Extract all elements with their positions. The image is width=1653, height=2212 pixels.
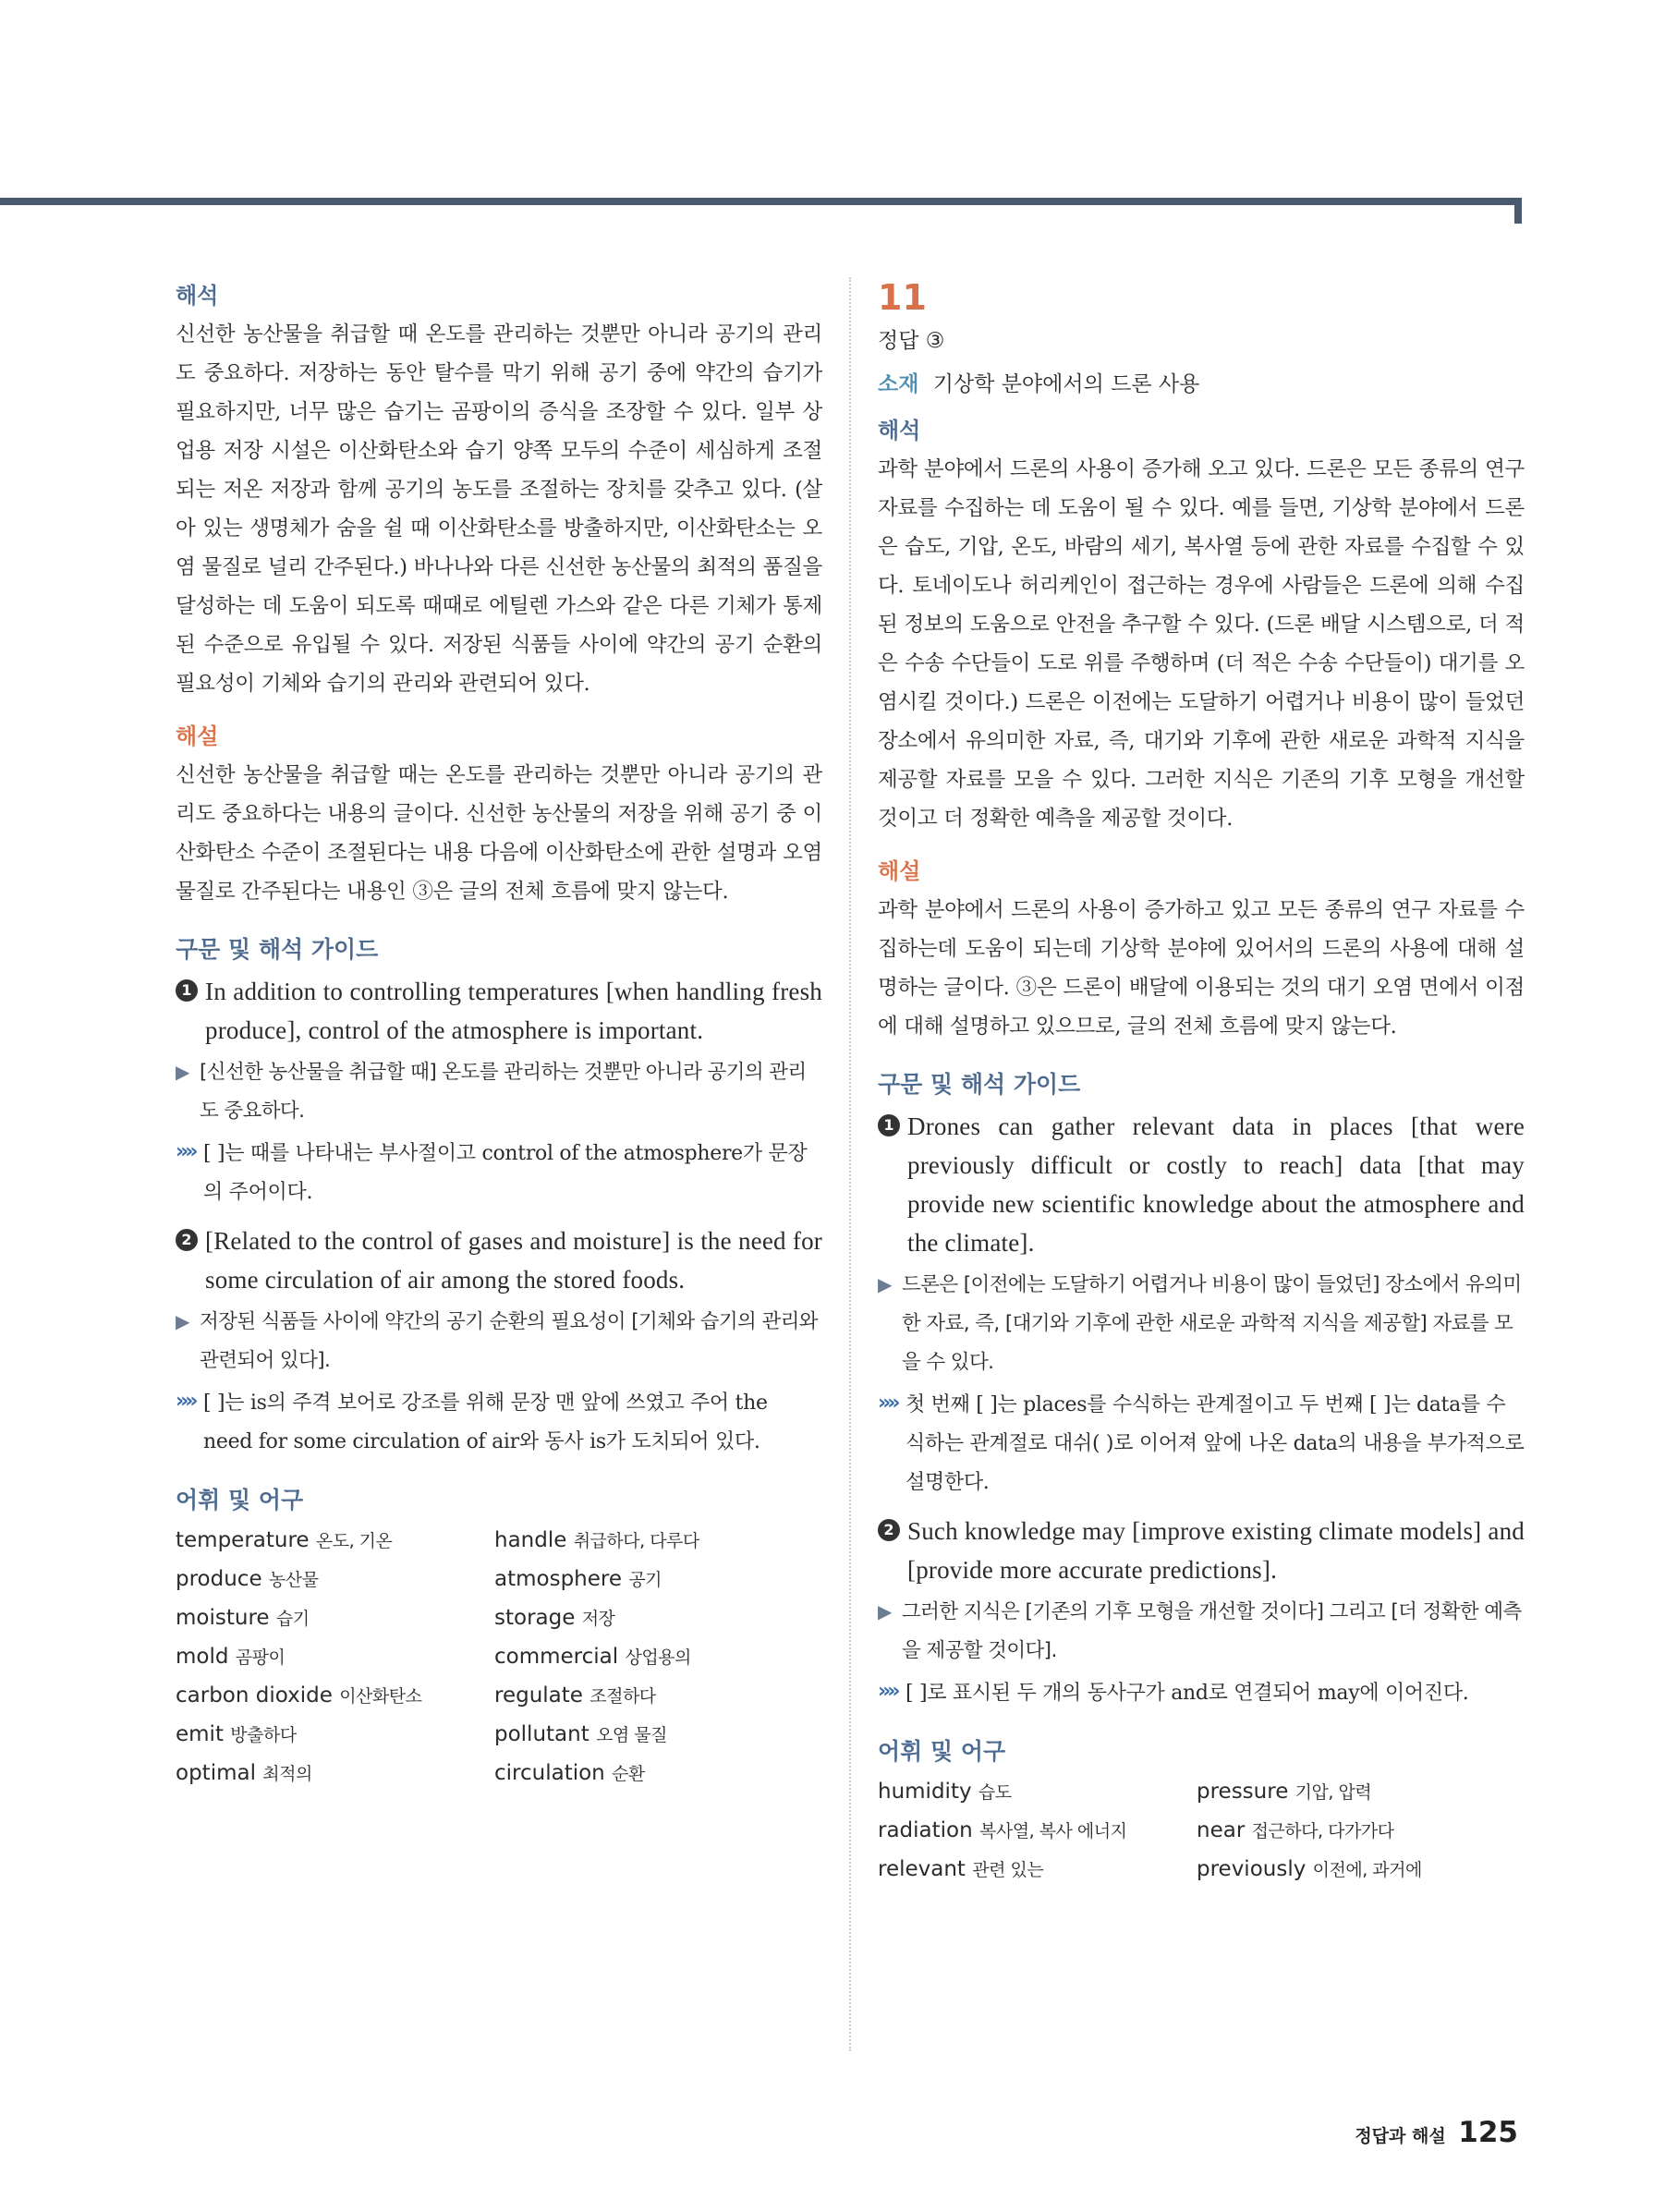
sentence-number-icon: 2 <box>176 1229 198 1251</box>
sentence-1-note <box>176 1135 822 1212</box>
translation-text: [신선한 농산물을 취급할 때] 온도를 관리하는 것뿐만 아니라 공기의 관리도 중요하다. <box>200 1061 807 1123</box>
triangle-right-icon: ▶ <box>878 1600 893 1623</box>
sentence-1 <box>176 972 822 1050</box>
double-chevron-icon: »» <box>176 1390 195 1413</box>
double-chevron-icon: »» <box>878 1680 897 1703</box>
topic-text: 기상학 분야에서의 드론 사용 <box>932 372 1200 396</box>
vocab-item: optimal 최적의 <box>176 1761 312 1785</box>
vocab-item: near 접근하다, 다가가다 <box>1197 1818 1394 1842</box>
vocab-list <box>176 1523 822 1793</box>
vocab-item: mold 곰팡이 <box>176 1645 286 1669</box>
translation-text: 저장된 식품들 사이에 약간의 공기 순환의 필요성이 [기체와 습기의 관리와 관련되어 있다]. <box>200 1310 818 1372</box>
interpret-text: 신선한 농산물을 취급할 때 온도를 관리하는 것뿐만 아니라 공기의 관리도 중요하다. 저장하는 동안 탈수를 막기 위해 공기 중에 약간의 습기가 필요하지만, 너무 많은 습기는 곰팡이의 증식을 조장할 수 있다. 일부 상업용 저장 시설은 이산화탄소와 습기 양쪽 모두의 수준이 세심하게 조절되는 저온 저장과 함께 공기의 농도를 조절하는 장치를 갖추고 있다. (살아 있는 생명체가 숨을 쉴 때 이산화탄소를 방출하지만, 이산화탄소는 오염 물질로 널리 간주된다.) 바나나와 다른 신선한 농산물의 최적의 품질을 달성하는 데 도움이 되도록 때때로 에틸렌 가스와 같은 다른 기체가 통제된 수준으로 유입될 수 있다. 저장된 식품들 사이에 약간의 공기 순환의 필요성이 기체와 습기의 관리와 관련되어 있다. <box>176 322 822 696</box>
sentence-1-translation <box>176 1053 822 1131</box>
guide-heading: 구문 및 해석 가이드 <box>878 1071 1081 1098</box>
note-text: [ ]는 is의 주격 보어로 강조를 위해 문장 맨 앞에 쓰였고 주어 the need for some circulation of air와 동사 is가 도치되어 있다. <box>203 1392 768 1453</box>
top-rule-tick <box>1514 198 1522 224</box>
sentence-1 <box>878 1107 1525 1262</box>
vocab-heading: 어휘 및 어구 <box>176 1487 304 1513</box>
sentence-number-icon: 2 <box>878 1519 900 1541</box>
sentence-number-icon: 1 <box>176 979 198 1002</box>
sentence-2 <box>176 1221 822 1299</box>
sentence-english: [Related to the control of gases and moisture] is the need for some circulation of air among the stored foods. <box>205 1227 822 1294</box>
vocab-item: atmosphere 공기 <box>494 1567 662 1591</box>
sentence-2-translation <box>878 1593 1525 1671</box>
right-column <box>878 277 1525 1889</box>
vocab-item: humidity 습도 <box>878 1780 1012 1804</box>
vocab-item: storage 저장 <box>494 1606 615 1630</box>
interpret-text: 과학 분야에서 드론의 사용이 증가해 오고 있다. 드론은 모든 종류의 연구 자료를 수집하는 데 도움이 될 수 있다. 예를 들면, 기상학 분야에서 드론은 습도, 기압, 온도, 바람의 세기, 복사열 등에 관한 자료를 수집할 수 있다. 토네이도나 허리케인이 접근하는 경우에 사람들은 드론에 의해 수집된 정보의 도움으로 안전을 추구할 수 있다. (드론 배달 시스템으로, 더 적은 수송 수단들이 도로 위를 주행하며 (더 적은 수송 수단들이) 대기를 오염시킬 것이다.) 드론은 이전에는 도달하기 어렵거나 비용이 많이 들었던 장소에서 유의미한 자료, 즉, 대기와 기후에 관한 새로운 과학적 지식을 제공할 자료를 모을 수 있다. 그러한 지식은 기존의 기후 모형을 개선할 것이고 더 정확한 예측을 제공할 것이다. <box>878 457 1525 831</box>
vocab-item: previously 이전에, 과거에 <box>1197 1857 1422 1881</box>
page-footer <box>1355 2116 1518 2149</box>
sentence-english: Such knowledge may [improve existing climate models] and [provide more accurate predictions]. <box>907 1517 1525 1584</box>
footer-label: 정답과 해설 <box>1355 2126 1446 2146</box>
topic-row <box>878 367 1525 397</box>
double-chevron-icon: »» <box>878 1392 897 1415</box>
vocab-item: moisture 습기 <box>176 1606 310 1630</box>
vocab-item: handle 취급하다, 다루다 <box>494 1528 699 1552</box>
interpret-heading: 해석 <box>176 283 219 309</box>
column-divider <box>849 277 851 2051</box>
vocab-item: regulate 조절하다 <box>494 1683 656 1708</box>
vocab-item: circulation 순환 <box>494 1761 645 1785</box>
vocab-list <box>878 1774 1525 1889</box>
interpret-heading: 해석 <box>878 418 921 444</box>
guide-heading: 구문 및 해석 가이드 <box>176 936 379 963</box>
explain-heading: 해설 <box>878 858 921 884</box>
translation-text: 그러한 지식은 [기존의 기후 모형을 개선할 것이다] 그리고 [더 정확한 예측을 제공할 것이다]. <box>902 1600 1522 1662</box>
note-text: 첫 번째 [ ]는 places를 수식하는 관계절이고 두 번째 [ ]는 data를 수식하는 관계절로 대쉬( )로 이어져 앞에 나온 data의 내용을 부가적으로 설명한다. <box>906 1393 1525 1494</box>
vocab-heading: 어휘 및 어구 <box>878 1738 1006 1765</box>
triangle-right-icon: ▶ <box>176 1310 190 1332</box>
explain-text: 과학 분야에서 드론의 사용이 증가하고 있고 모든 종류의 연구 자료를 수집하는데 도움이 되는데 기상학 분야에 있어서의 드론의 사용에 대해 설명하는 글이다. ③은 드론이 배달에 이용되는 것의 대기 오염 면에서 이점에 대해 설명하고 있으므로, 글의 전체 흐름에 맞지 않는다. <box>878 898 1525 1039</box>
sentence-english: In addition to controlling temperatures [when handling fresh produce], control of the atmosphere is important. <box>205 978 822 1044</box>
sentence-1-translation <box>878 1266 1525 1382</box>
vocab-item: pressure 기압, 압력 <box>1197 1780 1372 1804</box>
question-number: 11 <box>878 277 927 318</box>
sentence-1-note <box>878 1386 1525 1502</box>
sentence-2-note <box>878 1674 1525 1713</box>
vocab-item: commercial 상업용의 <box>494 1645 691 1669</box>
answer-line: 정답 ③ <box>878 329 945 353</box>
vocab-item: pollutant 오염 물질 <box>494 1722 668 1746</box>
note-text: [ ]는 때를 나타내는 부사절이고 control of the atmosphere가 문장의 주어이다. <box>203 1142 808 1204</box>
topic-label: 소재 <box>878 372 919 396</box>
page-number: 125 <box>1458 2116 1518 2149</box>
triangle-right-icon: ▶ <box>878 1273 893 1295</box>
note-text: [ ]로 표시된 두 개의 동사구가 and로 연결되어 may에 이어진다. <box>906 1682 1469 1705</box>
top-rule <box>0 198 1522 205</box>
vocab-item: radiation 복사열, 복사 에너지 <box>878 1818 1127 1842</box>
sentence-english: Drones can gather relevant data in places [that were previously difficult or costly to reach] data [that may provide new scientific knowledge about the atmosphere and the climate]. <box>907 1112 1525 1257</box>
translation-text: 드론은 [이전에는 도달하기 어렵거나 비용이 많이 들었던] 장소에서 유의미한 자료, 즉, [대기와 기후에 관한 새로운 과학적 지식을 제공할] 자료를 모을 수 있다. <box>902 1273 1522 1374</box>
vocab-item: carbon dioxide 이산화탄소 <box>176 1683 422 1708</box>
vocab-item: relevant 관련 있는 <box>878 1857 1044 1881</box>
left-column <box>176 277 822 1793</box>
explain-heading: 해설 <box>176 723 219 749</box>
triangle-right-icon: ▶ <box>176 1061 190 1083</box>
explain-text: 신선한 농산물을 취급할 때는 온도를 관리하는 것뿐만 아니라 공기의 관리도 중요하다는 내용의 글이다. 신선한 농산물의 저장을 위해 공기 중 이산화탄소 수준이 조절된다는 내용 다음에 이산화탄소에 관한 설명과 오염 물질로 간주된다는 내용인 ③은 글의 전체 흐름에 맞지 않는다. <box>176 763 822 904</box>
vocab-item: temperature 온도, 기온 <box>176 1528 393 1552</box>
double-chevron-icon: »» <box>176 1140 195 1163</box>
sentence-number-icon: 1 <box>878 1114 900 1136</box>
sentence-2-note <box>176 1384 822 1462</box>
vocab-item: produce 농산물 <box>176 1567 319 1591</box>
sentence-2 <box>878 1512 1525 1589</box>
vocab-item: emit 방출하다 <box>176 1722 297 1746</box>
sentence-2-translation <box>176 1303 822 1380</box>
